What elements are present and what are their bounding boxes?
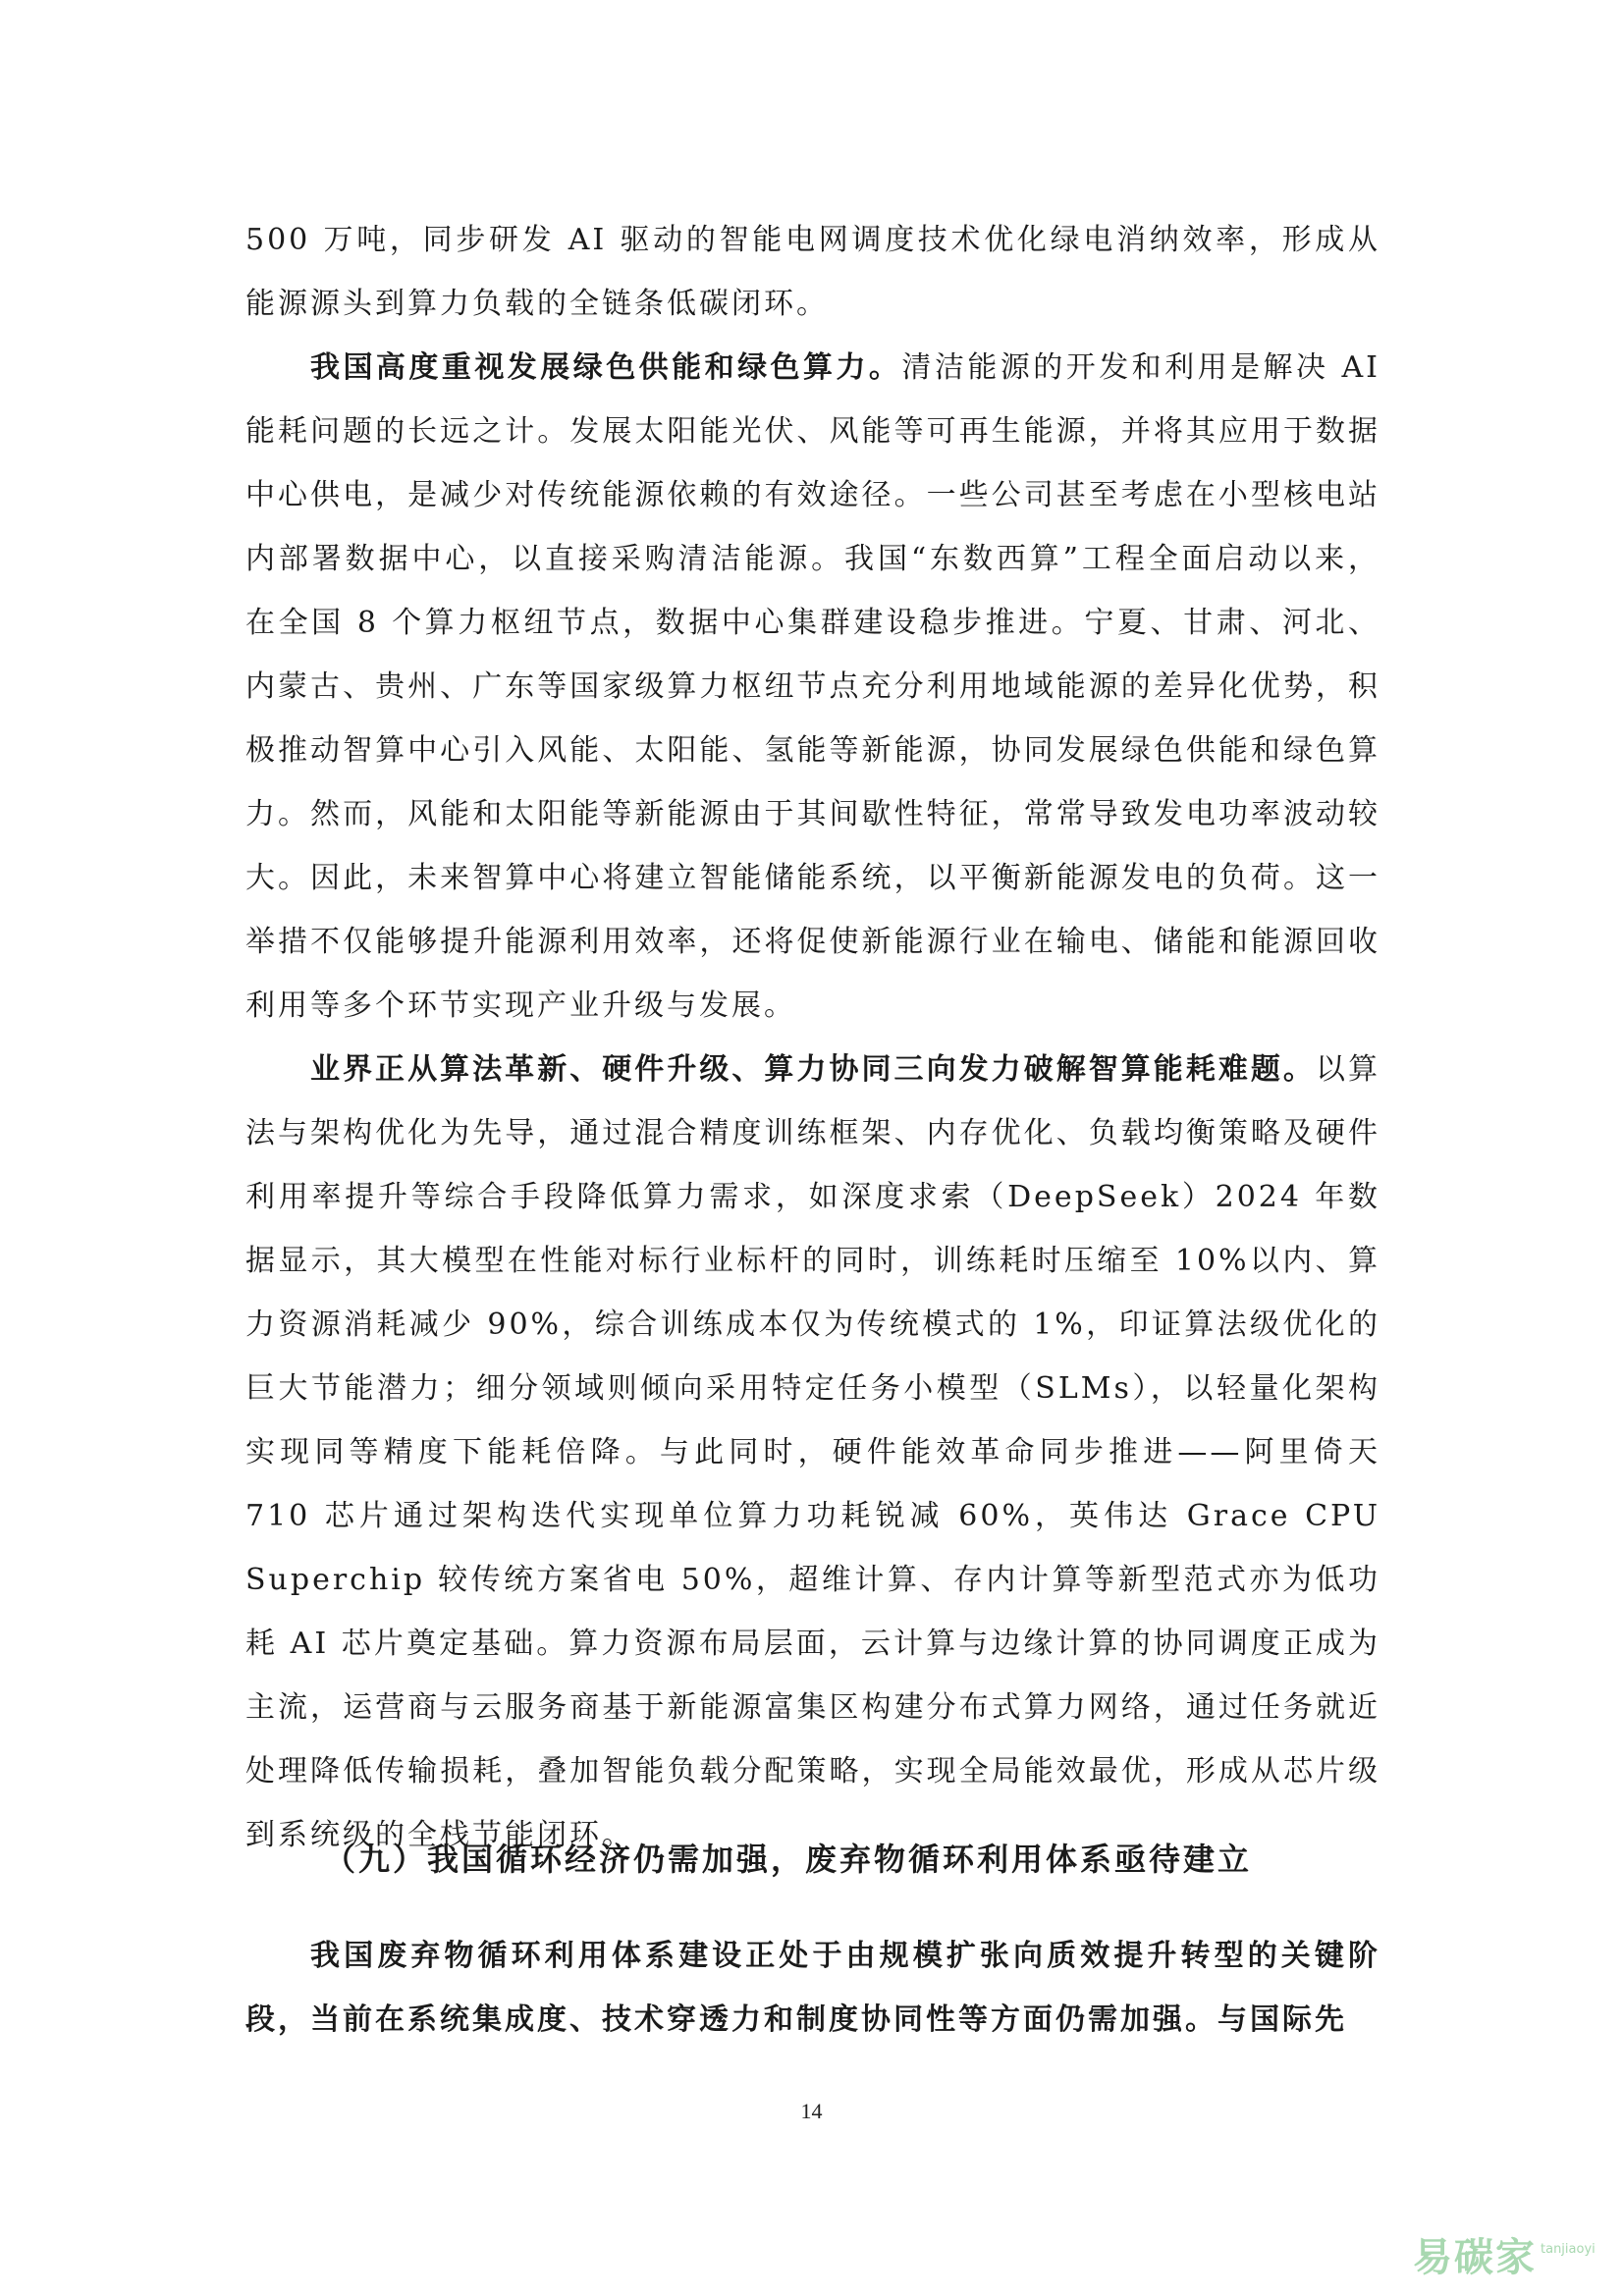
paragraph-continuation: 500 万吨，同步研发 AI 驱动的智能电网调度技术优化绿电消纳效率，形成从能源源头到算力负载的全链条低碳闭环。 [245, 223, 1380, 321]
body-text-lower [245, 1924, 1380, 2052]
paragraph-body-green-power: 清洁能源的开发和利用是解决 AI 能耗问题的长远之计。发展太阳能光伏、风能等可再生能源，并将其应用于数据中心供电，是减少对传统能源依赖的有效途径。一些公司甚至考虑在小型核电站内部署数据中心，以直接采购清洁能源。我国“东数西算”工程全面启动以来，在全国 8 个算力枢纽节点，数据中心集群建设稳步推进。宁夏、甘肃、河北、内蒙古、贵州、广东等国家级算力枢纽节点充分利用地域能源的差异化优势，积极推动智算中心引入风能、太阳能、氢能等新能源，协同发展绿色供能和绿色算力。然而，风能和太阳能等新能源由于其间歇性特征，常常导致发电功率波动较大。因此，未来智算中心将建立智能储能系统，以平衡新能源发电的负荷。这一举措不仅能够提升能源利用效率，还将促使新能源行业在输电、储能和能源回收利用等多个环节实现产业升级与发展。 [245, 350, 1380, 1023]
paragraph-green-power [245, 336, 1380, 1038]
paragraph-circular-economy: 我国废弃物循环利用体系建设正处于由规模扩张向质效提升转型的关键阶段，当前在系统集成度、技术穿透力和制度协同性等方面仍需加强。与国际先 [245, 1939, 1380, 2037]
section-heading: （九）我国循环经济仍需加强，废弃物循环利用体系亟待建立 [324, 1841, 1253, 1878]
paragraph-energy-efficiency [245, 1038, 1380, 1867]
page-number: 14 [800, 2099, 823, 2123]
paragraph-body-energy-efficiency: 以算法与架构优化为先导，通过混合精度训练框架、内存优化、负载均衡策略及硬件利用率提升等综合手段降低算力需求，如深度求索（DeepSeek）2024 年数据显示，其大模型在性能对标行业标杆的同时，训练耗时压缩至 10%以内、算力资源消耗减少 90%，综合训练成本仅为传统模式的 1%，印证算法级优化的巨大节能潜力；细分领域则倾向采用特定任务小模型（SLMs），以轻量化架构实现同等精度下能耗倍降。与此同时，硬件能效革命同步推进——阿里倚天 710 芯片通过架构迭代实现单位算力功耗锐减 60%，英伟达 Grace CPU Superchip 较传统方案省电 50%，超维计算、存内计算等新型范式亦为低功耗 AI 芯片奠定基础。算力资源布局层面，云计算与边缘计算的协同调度正成为主流，运营商与云服务商基于新能源富集区构建分布式算力网络，通过任务就近处理降低传输损耗，叠加智能负载分配策略，实现全局能效最优，形成从芯片级到系统级的全栈节能闭环。 [245, 1052, 1380, 1852]
paragraph-lead-green-power: 我国高度重视发展绿色供能和绿色算力。 [310, 350, 902, 385]
watermark-text: 易碳家 [1413, 2235, 1537, 2280]
paragraph-lead-energy-efficiency: 业界正从算法革新、硬件升级、算力协同三向发力破解智算能耗难题。 [310, 1052, 1316, 1087]
watermark-logo [1413, 2221, 1609, 2282]
watermark-subtext: tanjiaoyi [1541, 2242, 1596, 2257]
body-text-upper [245, 208, 1380, 1867]
